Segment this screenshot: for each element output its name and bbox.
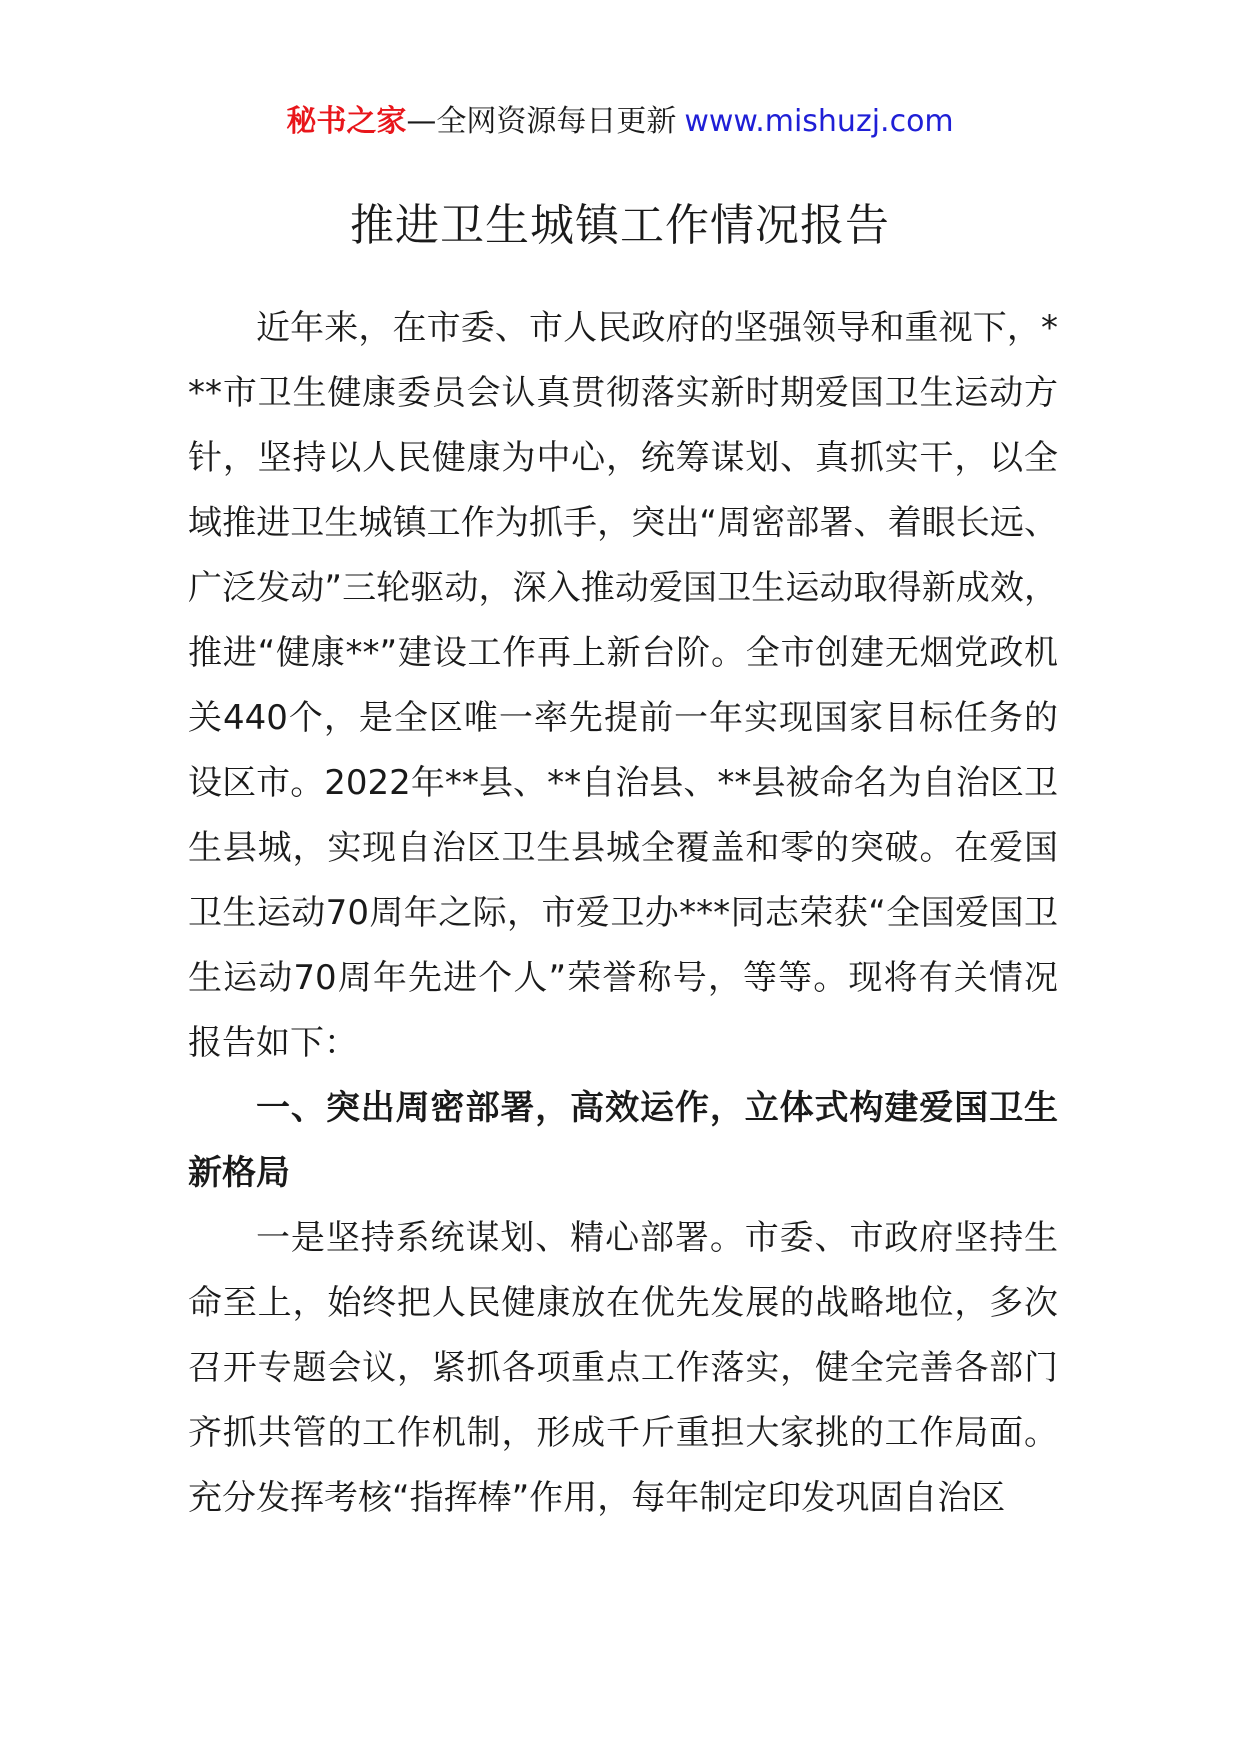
section-1-paragraph-1: 一是坚持系统谋划、精心部署。市委、市政府坚持生命至上，始终把人民健康放在优先发展的战略地位，多次召开专题会议，紧抓各项重点工作落实，健全完善各部门齐抓共管的工作机制，形成千斤重担大家挑的工作局面。充分发挥考核“指挥棒”作用，每年制定印发巩固自治区: [188, 1218, 1058, 1518]
site-url-link[interactable]: www.mishuzj.com: [684, 104, 954, 139]
site-brand: 秘书之家: [286, 104, 407, 139]
site-header: [0, 102, 1240, 142]
section-heading-1: 一、突出周密部署，高效运作，立体式构建爱国卫生新格局: [188, 1088, 1058, 1193]
document-body: [188, 296, 1058, 1531]
intro-paragraph: 近年来，在市委、市人民政府的坚强领导和重视下，***市卫生健康委员会认真贯彻落实新时期爱国卫生运动方针，坚持以人民健康为中心，统筹谋划、真抓实干，以全域推进卫生城镇工作为抓手，突出“周密部署、着眼长远、广泛发动”三轮驱动，深入推动爱国卫生运动取得新成效，推进“健康**”建设工作再上新台阶。全市创建无烟党政机关440个，是全区唯一率先提前一年实现国家目标任务的设区市。2022年**县、**自治县、**县被命名为自治区卫生县城，实现自治区卫生县城全覆盖和零的突破。在爱国卫生运动70周年之际，市爱卫办***同志荣获“全国爱国卫生运动70周年先进个人”荣誉称号，等等。现将有关情况报告如下：: [188, 308, 1058, 1063]
document-title: 推进卫生城镇工作情况报告: [350, 200, 890, 251]
site-tagline: —全网资源每日更新: [406, 104, 677, 139]
